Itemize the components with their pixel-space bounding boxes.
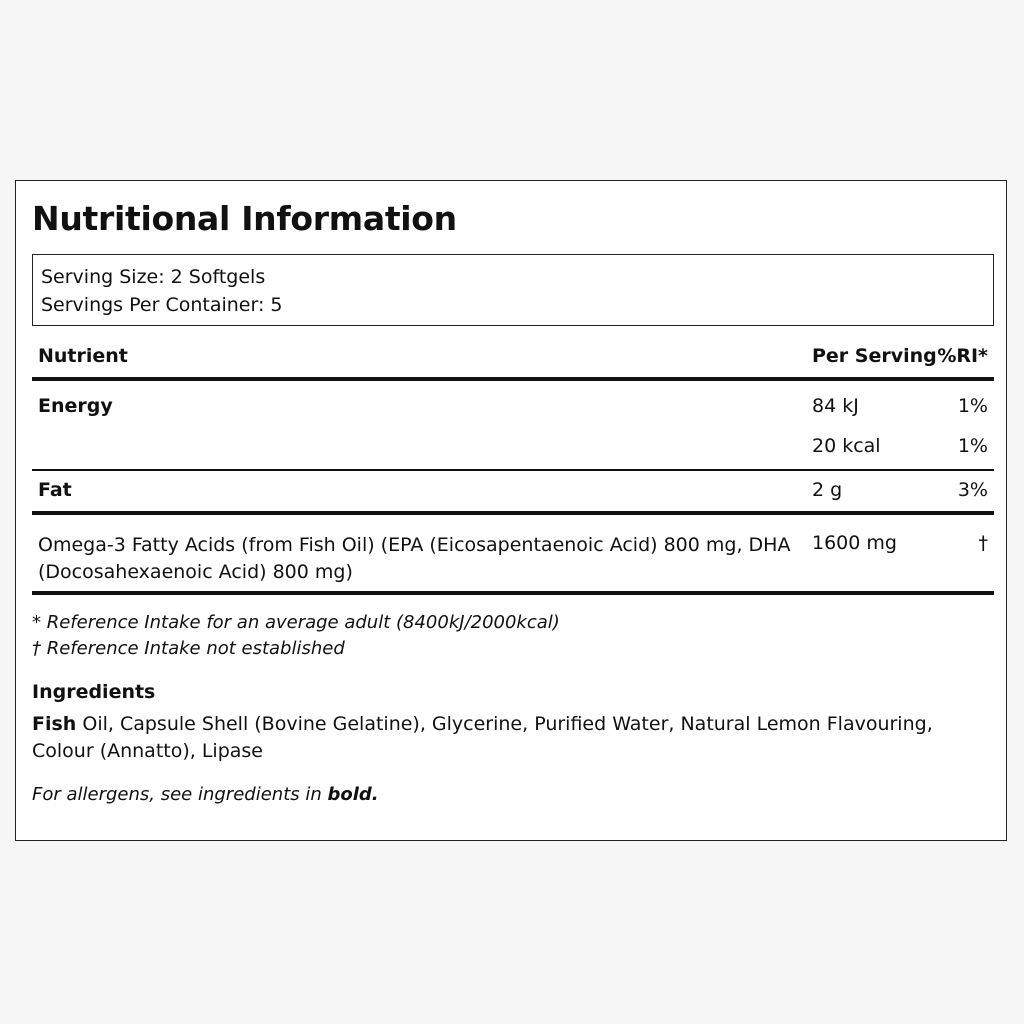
fat-ri: 3% — [957, 478, 988, 501]
nutrition-panel — [15, 180, 1007, 841]
ingredients-list — [32, 711, 962, 765]
dagger-footnote: † Reference Intake not established — [32, 638, 345, 659]
table-bottom-divider — [32, 591, 994, 595]
header-per-serving: Per Serving — [812, 345, 937, 367]
table-row-energy — [32, 381, 994, 469]
fat-value: 2 g — [812, 478, 843, 501]
table-row-fat — [32, 471, 994, 511]
header-ri: %RI* — [937, 345, 988, 367]
panel-title: Nutritional Information — [32, 199, 457, 238]
omega3-label: Omega-3 Fatty Acids (from Fish Oil) (EPA (Eicosapentaenoic Acid) 800 mg, DHA (Docosahexaenoic Acid) 800 mg) — [38, 533, 791, 583]
servings-per-container: Servings Per Container: 5 — [41, 294, 283, 316]
fat-label: Fat — [38, 478, 72, 501]
header-nutrient: Nutrient — [38, 345, 128, 367]
serving-info-box — [32, 254, 994, 326]
ingredients-heading: Ingredients — [32, 681, 156, 703]
footnotes — [32, 610, 560, 662]
energy-kcal-ri: 1% — [957, 435, 988, 457]
ingredients-rest: Oil, Capsule Shell (Bovine Gelatine), Glycerine, Purified Water, Natural Lemon Flavouring, Colour (Annatto), Lipase — [32, 713, 933, 762]
allergen-fish: Fish — [32, 713, 77, 735]
table-header-row — [32, 331, 994, 377]
omega3-ri: † — [978, 531, 988, 554]
energy-label: Energy — [38, 395, 113, 417]
allergen-note-prefix: For allergens, see ingredients in — [32, 784, 328, 805]
allergen-note — [32, 784, 379, 805]
serving-size: Serving Size: 2 Softgels — [41, 266, 266, 288]
allergen-note-bold: bold. — [327, 784, 379, 805]
table-row-omega3 — [32, 515, 994, 591]
omega3-value: 1600 mg — [812, 531, 897, 554]
energy-kj-value: 84 kJ — [812, 395, 859, 417]
ri-footnote: * Reference Intake for an average adult (8400kJ/2000kcal) — [32, 612, 560, 633]
energy-kcal-value: 20 kcal — [812, 435, 881, 457]
nutrient-table — [32, 331, 994, 595]
energy-kj-ri: 1% — [957, 395, 988, 417]
